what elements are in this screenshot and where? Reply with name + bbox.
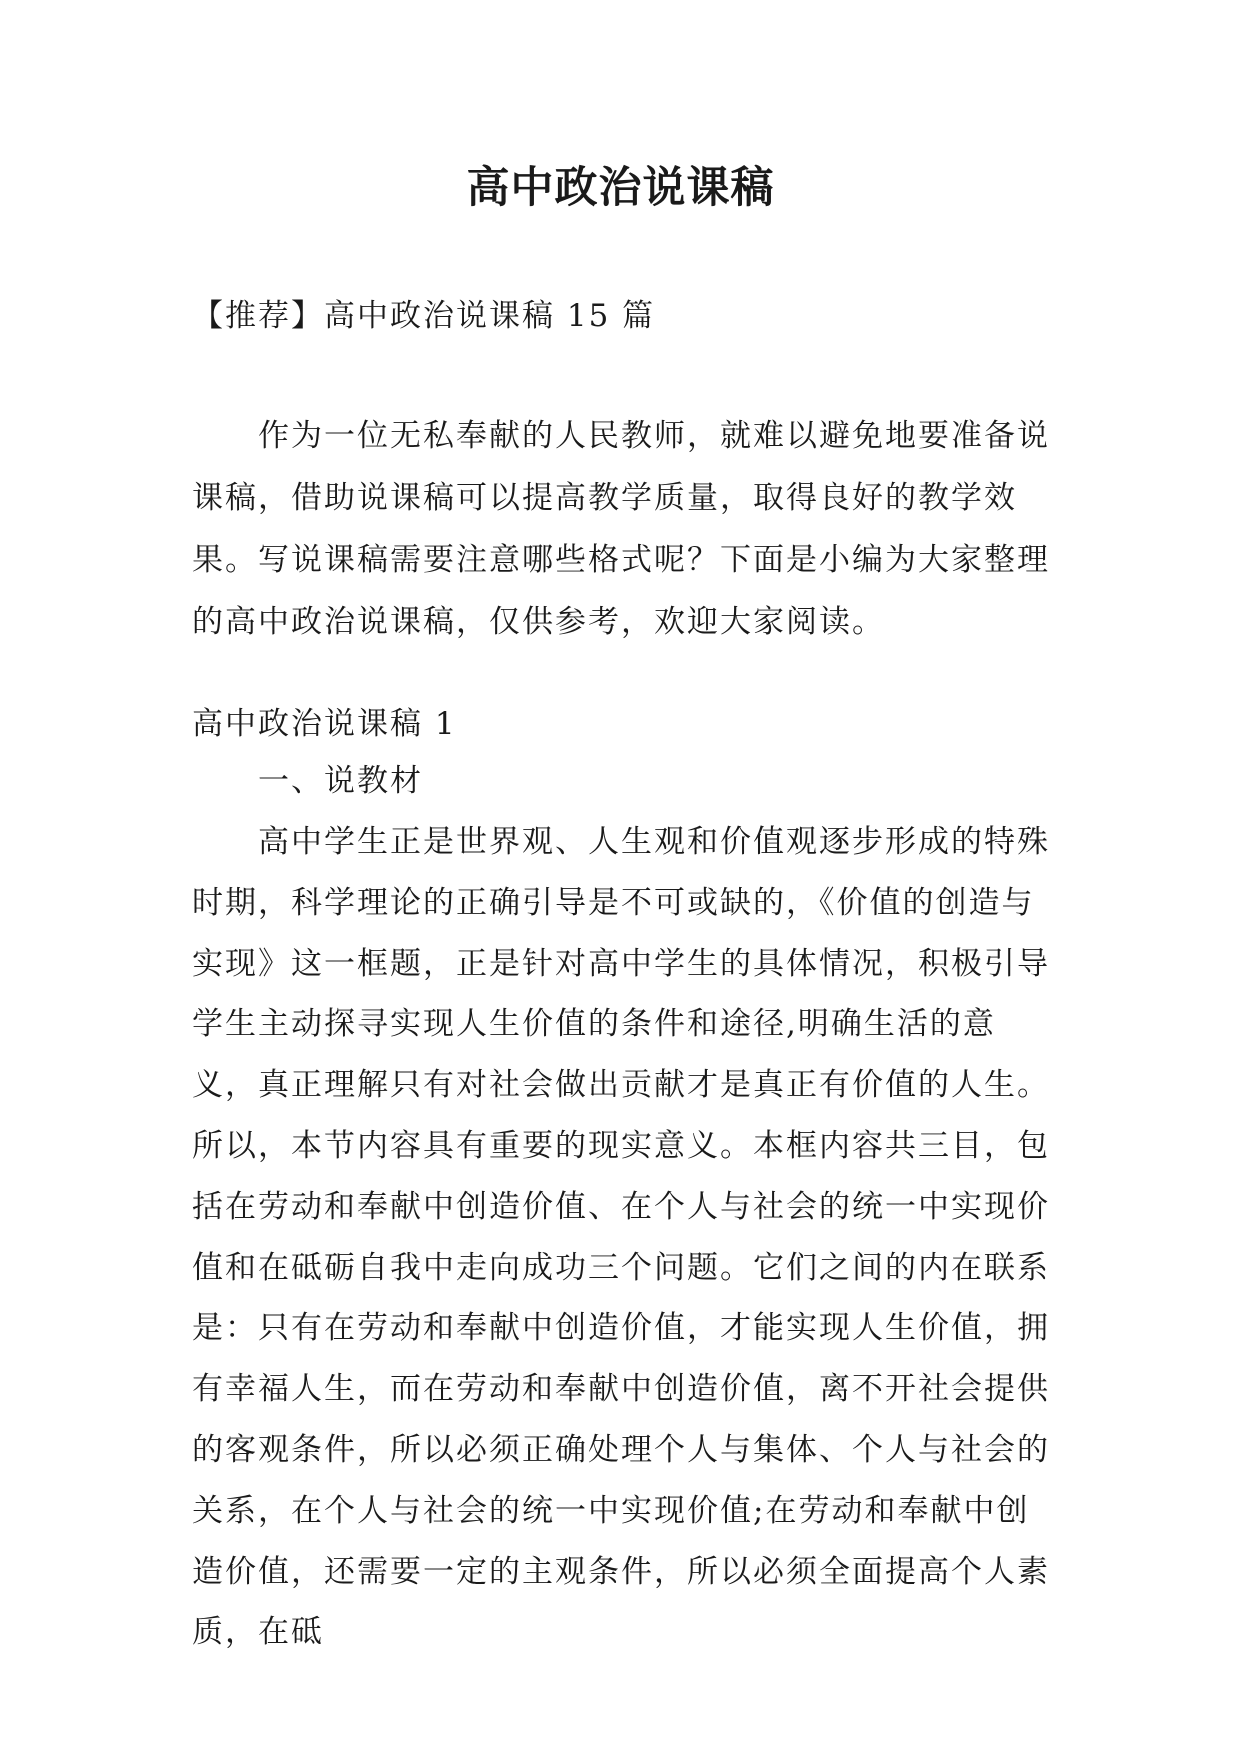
document-title: 高中政治说课稿 (466, 163, 775, 213)
section-heading: 一、说教材 (258, 763, 423, 799)
intro-paragraph: 作为一位无私奉献的人民教师，就难以避免地要准备说课稿，借助说课稿可以提高教学质量，取得良好的教学效果。写说课稿需要注意哪些格式呢？下面是小编为大家整理的高中政治说课稿，仅供参考，欢迎大家阅读。 (192, 418, 1050, 640)
section-title: 高中政治说课稿 1 (192, 706, 457, 742)
document-subtitle: 【推荐】高中政治说课稿 15 篇 (192, 298, 656, 334)
body-paragraph: 高中学生正是世界观、人生观和价值观逐步形成的特殊时期，科学理论的正确引导是不可或缺的，《价值的创造与实现》这一框题，正是针对高中学生的具体情况，积极引导学生主动探寻实现人生价值的条件和途径,明确生活的意义，真正理解只有对社会做出贡献才是真正有价值的人生。所以，本节内容具有重要的现实意义。本框内容共三目，包括在劳动和奉献中创造价值、在个人与社会的统一中实现价值和在砥砺自我中走向成功三个问题。它们之间的内在联系是：只有在劳动和奉献中创造价值，才能实现人生价值，拥有幸福人生，而在劳动和奉献中创造价值，离不开社会提供的客观条件，所以必须正确处理个人与集体、个人与社会的关系，在个人与社会的统一中实现价值;在劳动和奉献中创造价值，还需要一定的主观条件，所以必须全面提高个人素质，在砥 (192, 824, 1050, 1651)
